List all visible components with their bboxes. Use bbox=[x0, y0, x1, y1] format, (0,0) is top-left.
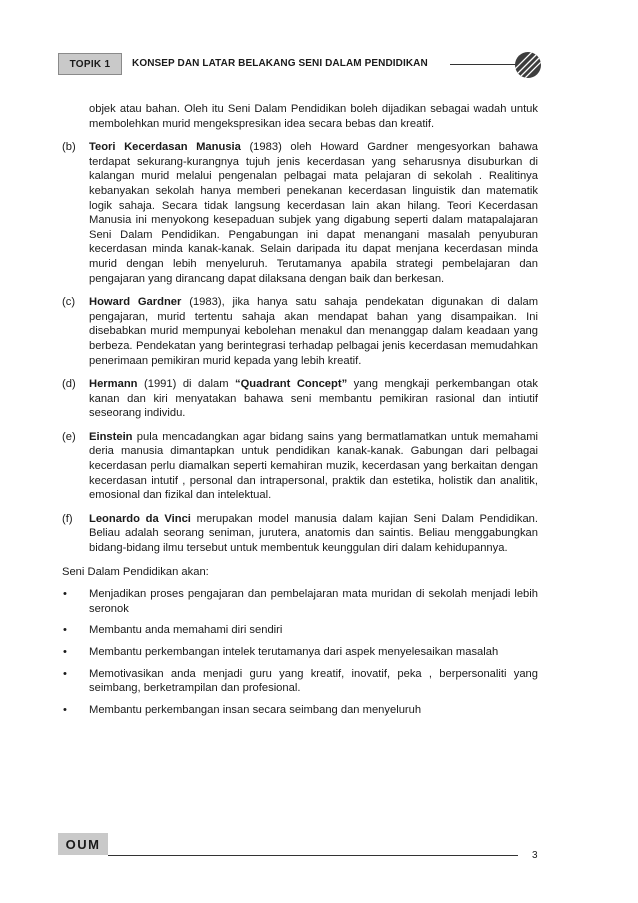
item-text: (1983), jika hanya satu sahaja pendekatan digunakan di dalam pengajaran, murid tertentu sahaja akan mendapat bahan yang disampaikan. Ini disebabkan murid mempunyai kebolehan menakul dan menanggap dalam keadaan yang berbeza. Pendekatan yang berintegrasi terhadap pelbagai jenis kecerdasan memudahkan penerimaan pemikiran murid kepada yang lebih kreatif. bbox=[89, 296, 539, 367]
bullet-icon: • bbox=[63, 588, 67, 601]
bullet-intro: Seni Dalam Pendidikan akan: bbox=[62, 565, 209, 578]
page-content bbox=[62, 102, 538, 724]
bullet-icon: • bbox=[63, 703, 67, 716]
bullet-item bbox=[62, 703, 538, 718]
item-text: merupakan model manusia dalam kajian Seni Dalam Pendidikan. Beliau adalah seorang seniman, jurutera, anatomis dan saintis. Beliau menggabungkan bidang-bidang ilmu tersebut untuk membentuk keunggulan diri dalam kehidupannya. bbox=[89, 512, 538, 555]
bullet-text: Membantu perkembangan intelek terutamanya dari aspek menyelesaikan masalah bbox=[89, 646, 499, 658]
bullet-item bbox=[62, 667, 538, 696]
continuation-paragraph: objek atau bahan. Oleh itu Seni Dalam Pendidikan boleh dijadikan sebagai wadah untuk membolehkan murid mengekspresikan idea secara bebas dan kreatif. bbox=[89, 103, 538, 130]
item-lead: Hermann bbox=[89, 378, 138, 391]
item-text: pula mencadangkan agar bidang sains yang bermatlamatkan untuk memahami deria manusia dimantapkan untuk pendidikan kanak-kanak. Gabungan dari pelbagai kecerdasan perlu diamalkan seperti kemahiran muzik, kecerdasan yang berkaitan dengan kecerdasan intutif , personal dan intrapersonal, praktik dan estetika, holistik dan analitik, emosional dan fizikal dan intelektual. bbox=[89, 430, 538, 502]
item-lead: Einstein bbox=[89, 430, 133, 443]
list-item-d bbox=[62, 377, 538, 421]
bullet-item bbox=[62, 623, 538, 638]
bullet-text: Membantu perkembangan insan secara seimbang dan menyeluruh bbox=[89, 703, 422, 716]
item-lead: Howard Gardner bbox=[89, 296, 182, 309]
page-header bbox=[58, 50, 548, 80]
bullet-item bbox=[62, 645, 538, 660]
item-label: (c) bbox=[62, 296, 76, 309]
item-text: (1983) oleh Howard Gardner mengesyorkan bahawa terdapat sekurang-kurangnya tujuh jenis kecerdasan yang seharusnya disuburkan di kalangan murid melalui pengenalan pelbagai mata pelajaran di sekolah . Realitinya kebanyakan sekolah hanya memberi penekanan kecerdasan linguistik dan matematik logik sahaja. Secara tidak langsung kecerdasan lain akan hilang. Teori Kecerdasan Manusia ini menyokong kesepaduan subjek yang digabung seperti dalam matapalajaran Seni Dalam Pendidikan. Pengabungan ini dapat menangani masalah penyuburan kecerdasan minda kanak-kanak. Selain daripada itu dapat menjana kecerdasan minda murid dengan lebih menyeluruh. Terutamanya apabila strategi pembelajaran dan pengajaran yang dirancang dapat dilaksana dengan baik dan berkesan. bbox=[89, 141, 538, 285]
oum-globe-logo-icon bbox=[513, 50, 543, 80]
bullet-text: Menjadikan proses pengajaran dan pembelajaran mata muridan di sekolah menjadi lebih seronok bbox=[89, 588, 538, 615]
item-quote: “Quadrant Concept” bbox=[235, 378, 348, 391]
item-label: (d) bbox=[62, 378, 76, 391]
list-item-b bbox=[62, 140, 538, 286]
bullet-icon: • bbox=[63, 624, 67, 637]
bullet-icon: • bbox=[63, 646, 67, 658]
item-label: (e) bbox=[62, 430, 76, 443]
footer-divider bbox=[108, 855, 518, 856]
item-text-before: (1991) di dalam bbox=[137, 378, 236, 391]
list-item-f bbox=[62, 512, 538, 556]
item-lead: Teori Kecerdasan Manusia bbox=[89, 141, 241, 154]
item-label: (f) bbox=[62, 512, 73, 525]
chapter-title: KONSEP DAN LATAR BELAKANG SENI DALAM PENDIDIKAN bbox=[132, 58, 428, 69]
list-item-e bbox=[62, 430, 538, 503]
bullet-icon: • bbox=[63, 667, 67, 680]
item-text: yang mengkaji perkembangan otak kanan dan kiri menyatakan bahawa seni membantu pemikiran rasional dan intiutif seseorang individu. bbox=[89, 378, 538, 420]
item-lead: Leonardo da Vinci bbox=[89, 512, 191, 525]
bullet-text: Membantu anda memahami diri sendiri bbox=[89, 624, 283, 637]
bullet-item bbox=[62, 587, 538, 616]
item-label: (b) bbox=[62, 141, 76, 154]
page-number: 3 bbox=[532, 850, 538, 861]
oum-footer-label: OUM bbox=[58, 833, 108, 855]
topic-label: TOPIK 1 bbox=[58, 53, 122, 75]
bullet-text: Memotivasikan anda menjadi guru yang kreatif, inovatif, peka , berpersonaliti yang seimbang, berketrampilan dan profesional. bbox=[89, 667, 538, 695]
list-item-c bbox=[62, 295, 538, 368]
